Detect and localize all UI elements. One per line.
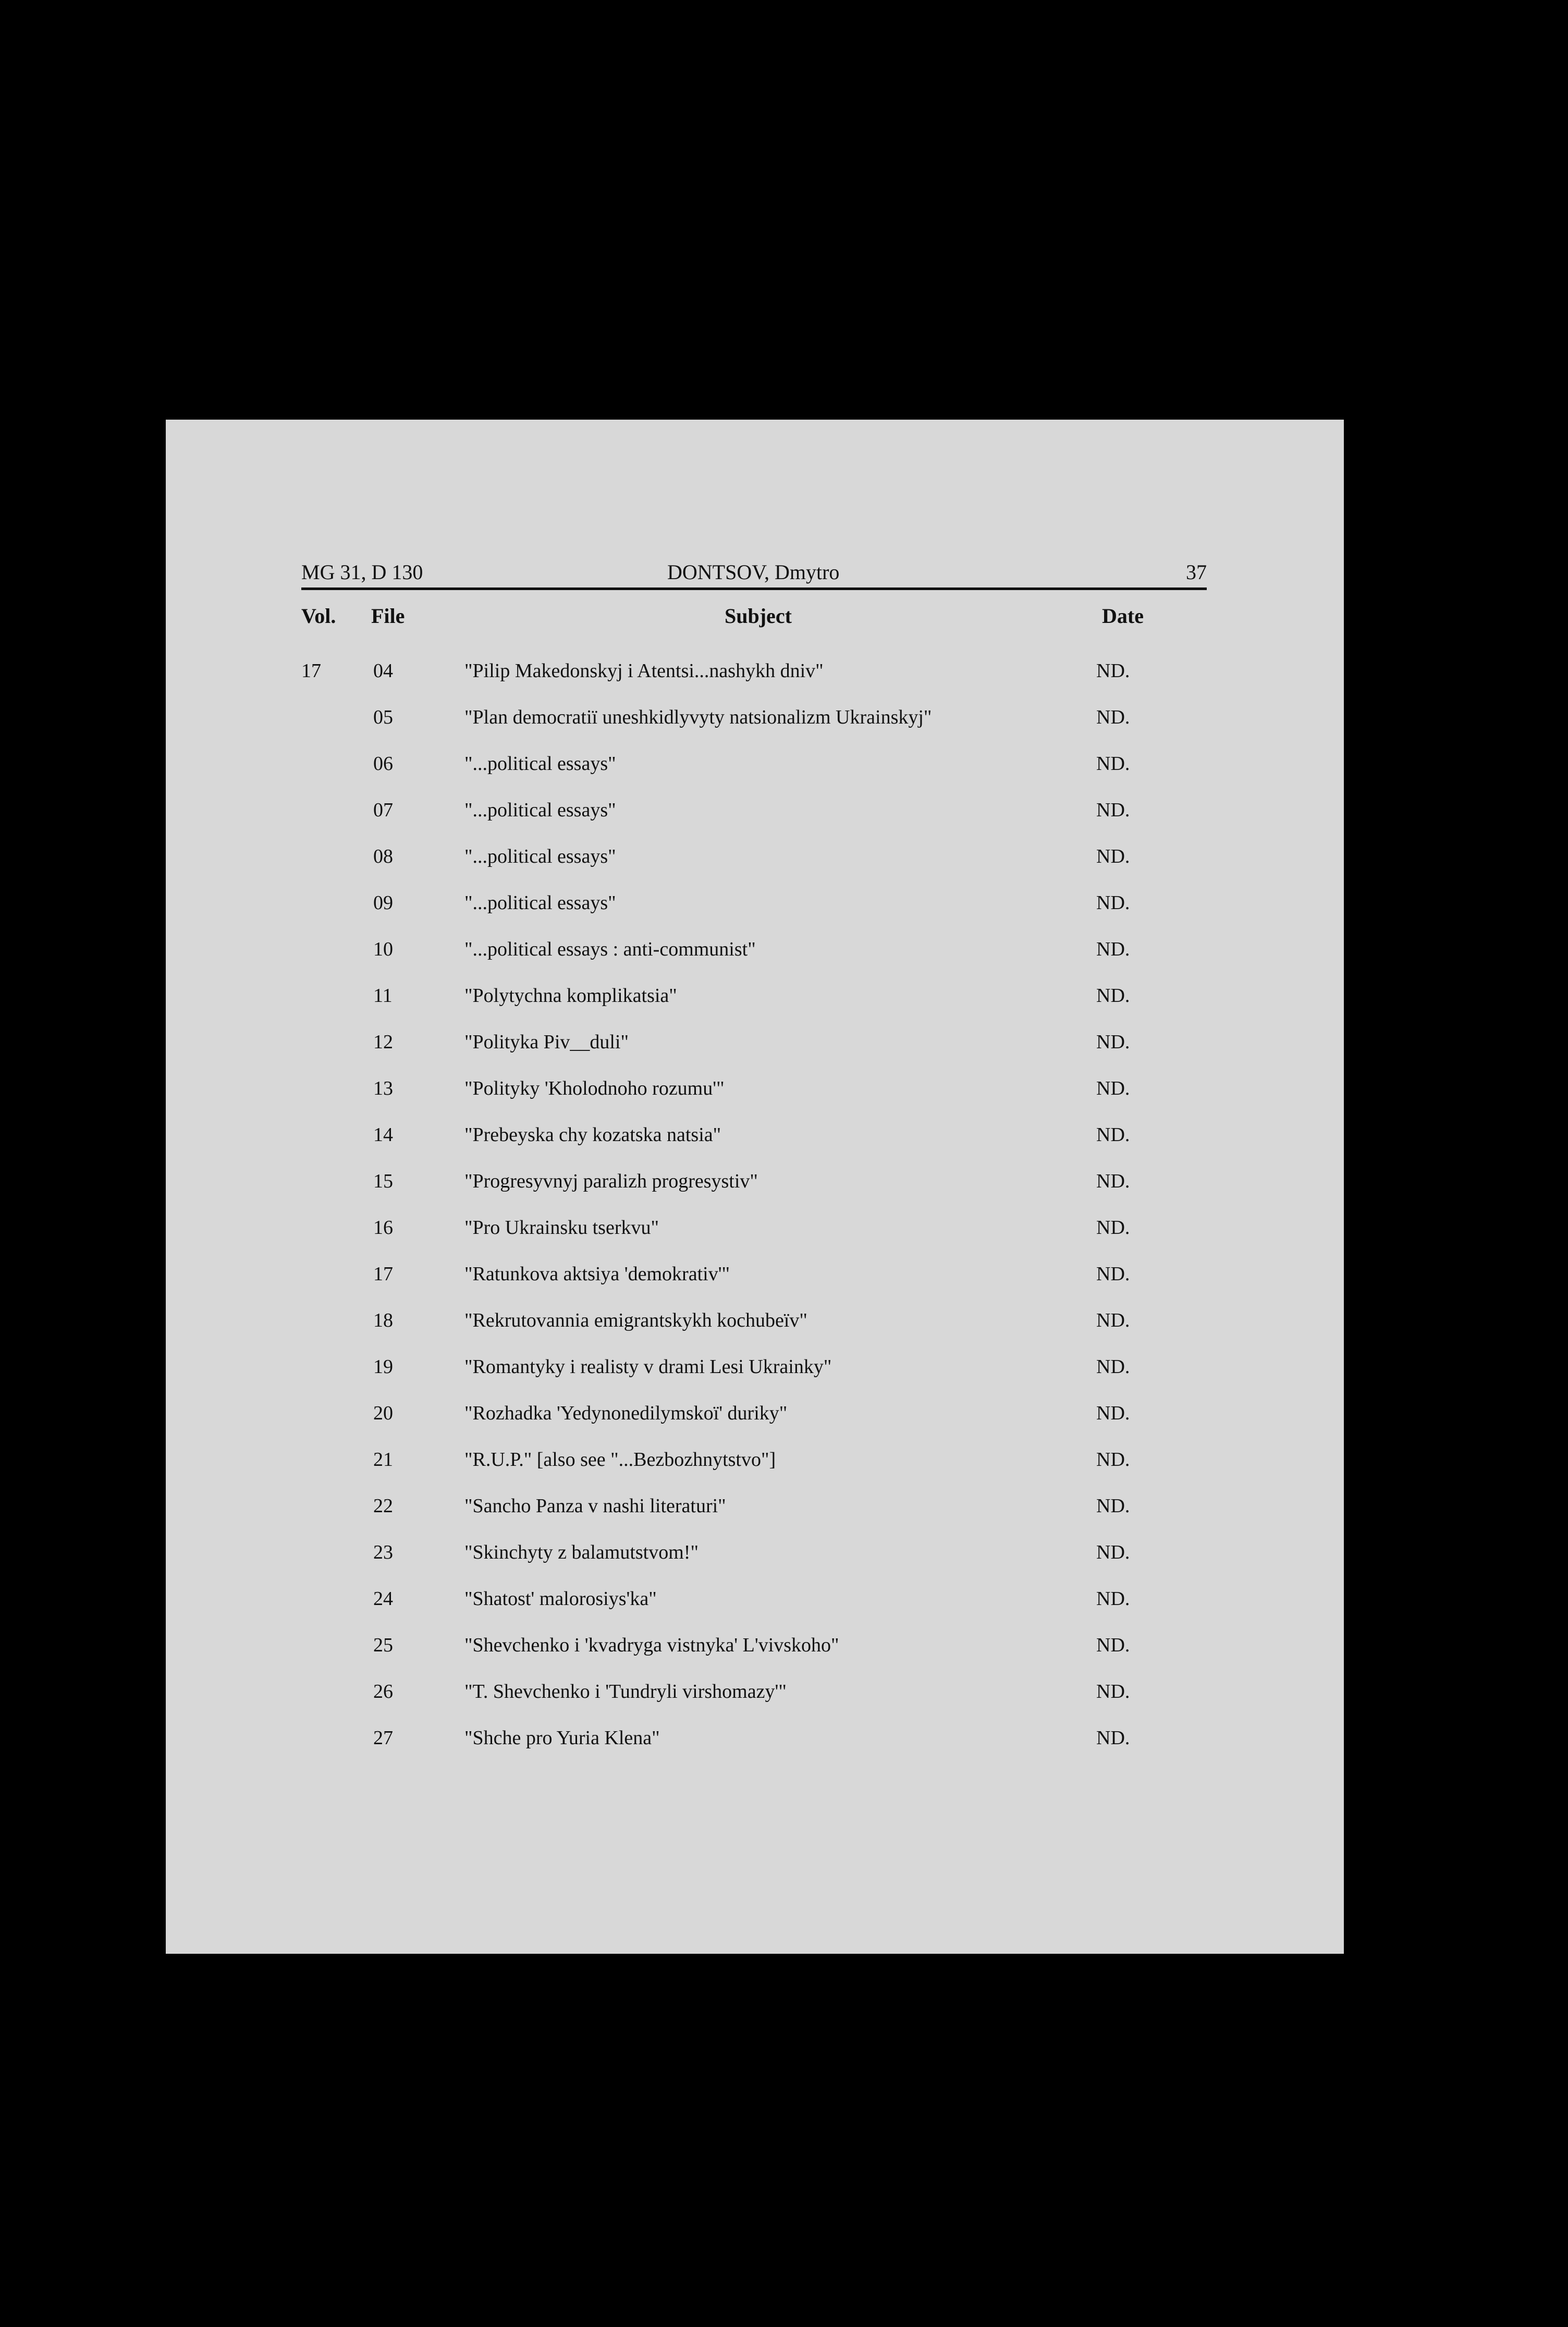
table-row	[301, 1123, 1207, 1170]
table-row	[301, 984, 1207, 1031]
row-subject: "...political essays"	[464, 892, 616, 914]
row-file: 27	[373, 1727, 393, 1749]
table-row	[301, 1448, 1207, 1495]
row-date: ND.	[1096, 1495, 1130, 1517]
row-file: 06	[373, 753, 393, 775]
page-content	[301, 556, 1207, 1773]
row-file: 22	[373, 1495, 393, 1517]
row-subject: "Rekrutovannia emigrantskykh kochubeïv"	[464, 1309, 807, 1331]
column-header-file: File	[371, 604, 405, 628]
row-subject: "Shatost' malorosiys'ka"	[464, 1588, 657, 1610]
row-subject: "Progresyvnyj paralizh progresystiv"	[464, 1170, 758, 1192]
row-date: ND.	[1096, 1077, 1130, 1099]
row-subject: "R.U.P." [also see "...Bezbozhnytstvo"]	[464, 1449, 776, 1471]
row-subject: "Skinchyty z balamutstvom!"	[464, 1541, 699, 1563]
row-date: ND.	[1096, 799, 1130, 821]
file-list	[301, 659, 1207, 1773]
document-page	[166, 420, 1344, 1954]
row-file: 07	[373, 799, 393, 821]
row-vol: 17	[301, 660, 321, 682]
row-subject: "Plan democratiï uneshkidlyvyty natsionalizm Ukrainskyj"	[464, 706, 932, 728]
column-header-subject: Subject	[725, 604, 792, 628]
row-subject: "Shche pro Yuria Klena"	[464, 1727, 660, 1749]
column-header-vol: Vol.	[301, 604, 336, 628]
table-row	[301, 1541, 1207, 1587]
row-file: 08	[373, 846, 393, 867]
row-date: ND.	[1096, 1217, 1130, 1239]
table-row	[301, 938, 1207, 984]
row-date: ND.	[1096, 1309, 1130, 1331]
table-row	[301, 1263, 1207, 1309]
row-file: 10	[373, 938, 393, 960]
row-date: ND.	[1096, 1449, 1130, 1471]
row-subject: "Pro Ukrainsku tserkvu"	[464, 1217, 659, 1239]
row-subject: "Sancho Panza v nashi literaturi"	[464, 1495, 726, 1517]
row-file: 20	[373, 1402, 393, 1424]
table-row	[301, 1495, 1207, 1541]
table-row	[301, 799, 1207, 845]
row-subject: "Polityky 'Kholodnoho rozumu'"	[464, 1077, 725, 1099]
row-date: ND.	[1096, 892, 1130, 914]
row-subject: "Rozhadka 'Yedynonedilymskoï' duriky"	[464, 1402, 788, 1424]
row-file: 17	[373, 1263, 393, 1285]
row-subject: "...political essays"	[464, 846, 616, 867]
table-row	[301, 1216, 1207, 1263]
row-file: 12	[373, 1031, 393, 1053]
table-row	[301, 659, 1207, 706]
row-date: ND.	[1096, 1356, 1130, 1378]
table-row	[301, 752, 1207, 799]
table-row	[301, 845, 1207, 891]
table-row	[301, 1402, 1207, 1448]
row-subject: "...political essays"	[464, 753, 616, 775]
row-file: 19	[373, 1356, 393, 1378]
table-row	[301, 1587, 1207, 1634]
row-file: 24	[373, 1588, 393, 1610]
row-subject: "Prebeyska chy kozatska natsia"	[464, 1124, 721, 1146]
row-date: ND.	[1096, 1170, 1130, 1192]
page-header	[301, 556, 1207, 590]
table-row	[301, 1031, 1207, 1077]
row-file: 11	[373, 985, 393, 1007]
row-file: 13	[373, 1077, 393, 1099]
column-headers	[301, 590, 1207, 632]
row-subject: "Pilip Makedonskyj i Atentsi...nashykh dniv"	[464, 660, 824, 682]
table-row	[301, 1355, 1207, 1402]
row-date: ND.	[1096, 938, 1130, 960]
table-row	[301, 1680, 1207, 1726]
collection-reference: MG 31, D 130	[301, 560, 423, 584]
row-file: 05	[373, 706, 393, 728]
row-file: 21	[373, 1449, 393, 1471]
table-row	[301, 1309, 1207, 1355]
row-date: ND.	[1096, 1681, 1130, 1703]
row-subject: "Polytychna komplikatsia"	[464, 985, 677, 1007]
page-number: 37	[1186, 560, 1207, 584]
table-row	[301, 1170, 1207, 1216]
row-file: 09	[373, 892, 393, 914]
row-file: 23	[373, 1541, 393, 1563]
column-header-date: Date	[1102, 604, 1144, 628]
row-subject: "T. Shevchenko i 'Tundryli virshomazy'"	[464, 1681, 787, 1703]
row-subject: "Ratunkova aktsiya 'demokrativ'"	[464, 1263, 730, 1285]
row-date: ND.	[1096, 753, 1130, 775]
table-row	[301, 1077, 1207, 1123]
row-file: 16	[373, 1217, 393, 1239]
row-file: 15	[373, 1170, 393, 1192]
table-row	[301, 891, 1207, 938]
row-subject: "...political essays"	[464, 799, 616, 821]
row-date: ND.	[1096, 1402, 1130, 1424]
row-date: ND.	[1096, 1634, 1130, 1656]
row-date: ND.	[1096, 1124, 1130, 1146]
row-date: ND.	[1096, 706, 1130, 728]
row-date: ND.	[1096, 985, 1130, 1007]
table-row	[301, 1726, 1207, 1773]
row-subject: "Polityka Piv__duli"	[464, 1031, 629, 1053]
row-date: ND.	[1096, 1263, 1130, 1285]
table-row	[301, 1634, 1207, 1680]
row-date: ND.	[1096, 1588, 1130, 1610]
row-date: ND.	[1096, 1031, 1130, 1053]
row-file: 04	[373, 660, 393, 682]
row-file: 18	[373, 1309, 393, 1331]
row-file: 25	[373, 1634, 393, 1656]
row-subject: "Romantyky i realisty v drami Lesi Ukrainky"	[464, 1356, 832, 1378]
row-date: ND.	[1096, 846, 1130, 867]
row-file: 26	[373, 1681, 393, 1703]
row-subject: "...political essays : anti-communist"	[464, 938, 756, 960]
row-date: ND.	[1096, 660, 1130, 682]
row-date: ND.	[1096, 1727, 1130, 1749]
page-title: DONTSOV, Dmytro	[667, 560, 840, 584]
table-row	[301, 706, 1207, 752]
row-subject: "Shevchenko i 'kvadryga vistnyka' L'vivskoho"	[464, 1634, 839, 1656]
row-date: ND.	[1096, 1541, 1130, 1563]
row-file: 14	[373, 1124, 393, 1146]
